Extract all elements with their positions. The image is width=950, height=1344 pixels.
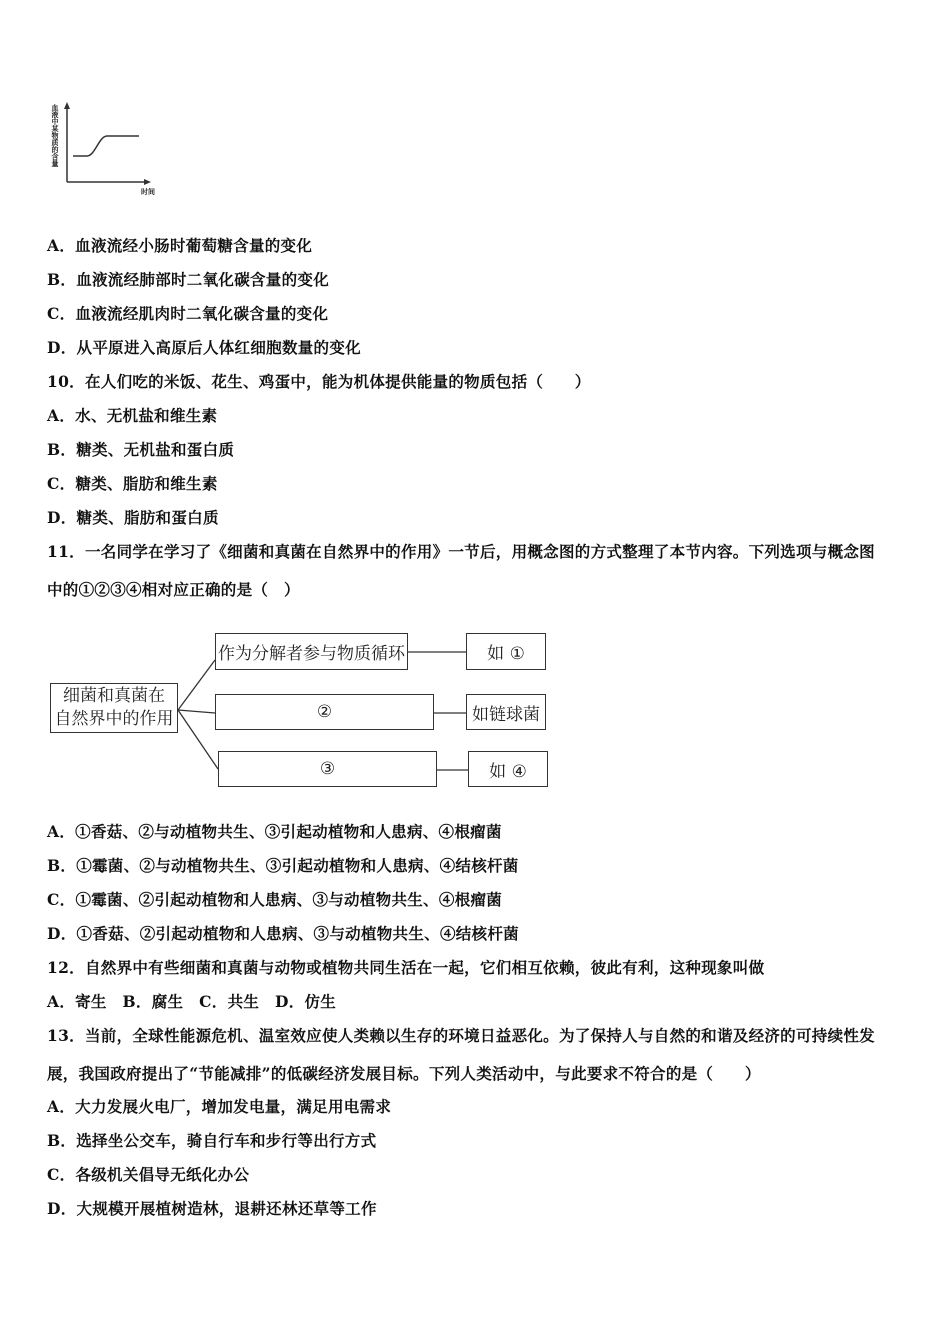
q13-option-c: C．各级机关倡导无纸化办公	[47, 1165, 250, 1184]
q11-option-d: D．①香菇、②引起动植物和人患病、③与动植物共生、④结核杆菌	[47, 924, 519, 943]
q13-option-b: B．选择坐公交车，骑自行车和步行等出行方式	[47, 1131, 377, 1150]
q13-option-a: A．大力发展火电厂，增加发电量，满足用电需求	[47, 1097, 392, 1116]
q12-options: A．寄生 B．腐生 C．共生 D．仿生	[47, 992, 337, 1011]
y-axis-label: 血液中某物质的含量	[51, 104, 59, 167]
concept-root: 细菌和真菌在 自然界中的作用	[50, 683, 178, 733]
y-axis-arrow	[64, 102, 70, 109]
q9-option-c: C．血液流经肌肉时二氧化碳含量的变化	[47, 304, 329, 323]
q12-stem: 12．自然界中有些细菌和真菌与动物或植物共同生活在一起，它们相互依赖，彼此有利，这种现象叫做	[47, 958, 765, 977]
q11-stem-line1: 11．一名同学在学习了《细菌和真菌在自然界中的作用》一节后，用概念图的方式整理了本节内容。下列选项与概念图	[47, 542, 875, 561]
q9-option-a: A．血液流经小肠时葡萄糖含量的变化	[47, 236, 313, 255]
q9-option-b: B．血液流经肺部时二氧化碳含量的变化	[47, 270, 330, 289]
q13-stem-line1: 13．当前，全球性能源危机、温室效应使人类赖以生存的环境日益恶化。为了保持人与自然的和谐及经济的可持续性发	[47, 1026, 875, 1045]
q10-option-b: B．糖类、无机盐和蛋白质	[47, 440, 235, 459]
q9-option-d: D．从平原进入高原后人体红细胞数量的变化	[47, 338, 361, 357]
content-change-graph	[51, 100, 165, 200]
q10-option-d: D．糖类、脂肪和蛋白质	[47, 508, 219, 527]
q11-option-c: C．①霉菌、②引起动植物和人患病、③与动植物共生、④根瘤菌	[47, 890, 503, 909]
x-axis-label: 时间	[141, 188, 155, 196]
q11-option-b: B．①霉菌、②与动植物共生、③引起动植物和人患病、④结核杆菌	[47, 856, 519, 875]
concept-branch-1: 作为分解者参与物质循环	[215, 633, 408, 670]
q10-option-a: A．水、无机盐和维生素	[47, 406, 218, 425]
q10-stem: 10．在人们吃的米饭、花生、鸡蛋中，能为机体提供能量的物质包括（ ）	[47, 372, 591, 391]
q13-option-d: D．大规模开展植树造林，退耕还林还草等工作	[47, 1199, 377, 1218]
q11-stem-line2: 中的①②③④相对应正确的是（ ）	[47, 580, 300, 599]
q13-stem-line2: 展，我国政府提出了“节能减排”的低碳经济发展目标。下列人类活动中，与此要求不符合的是（ ）	[47, 1064, 761, 1083]
content-curve	[73, 136, 139, 156]
q11-option-a: A．①香菇、②与动植物共生、③引起动植物和人患病、④根瘤菌	[47, 822, 502, 841]
concept-example-2: 如链球菌	[466, 694, 546, 730]
concept-branch-2: ②	[215, 694, 434, 730]
concept-example-1: 如 ①	[466, 633, 546, 670]
q10-option-c: C．糖类、脂肪和维生素	[47, 474, 218, 493]
concept-example-3: 如 ④	[468, 751, 548, 787]
concept-branch-3: ③	[218, 751, 437, 787]
concept-map	[48, 625, 558, 795]
x-axis-arrow	[144, 179, 151, 185]
